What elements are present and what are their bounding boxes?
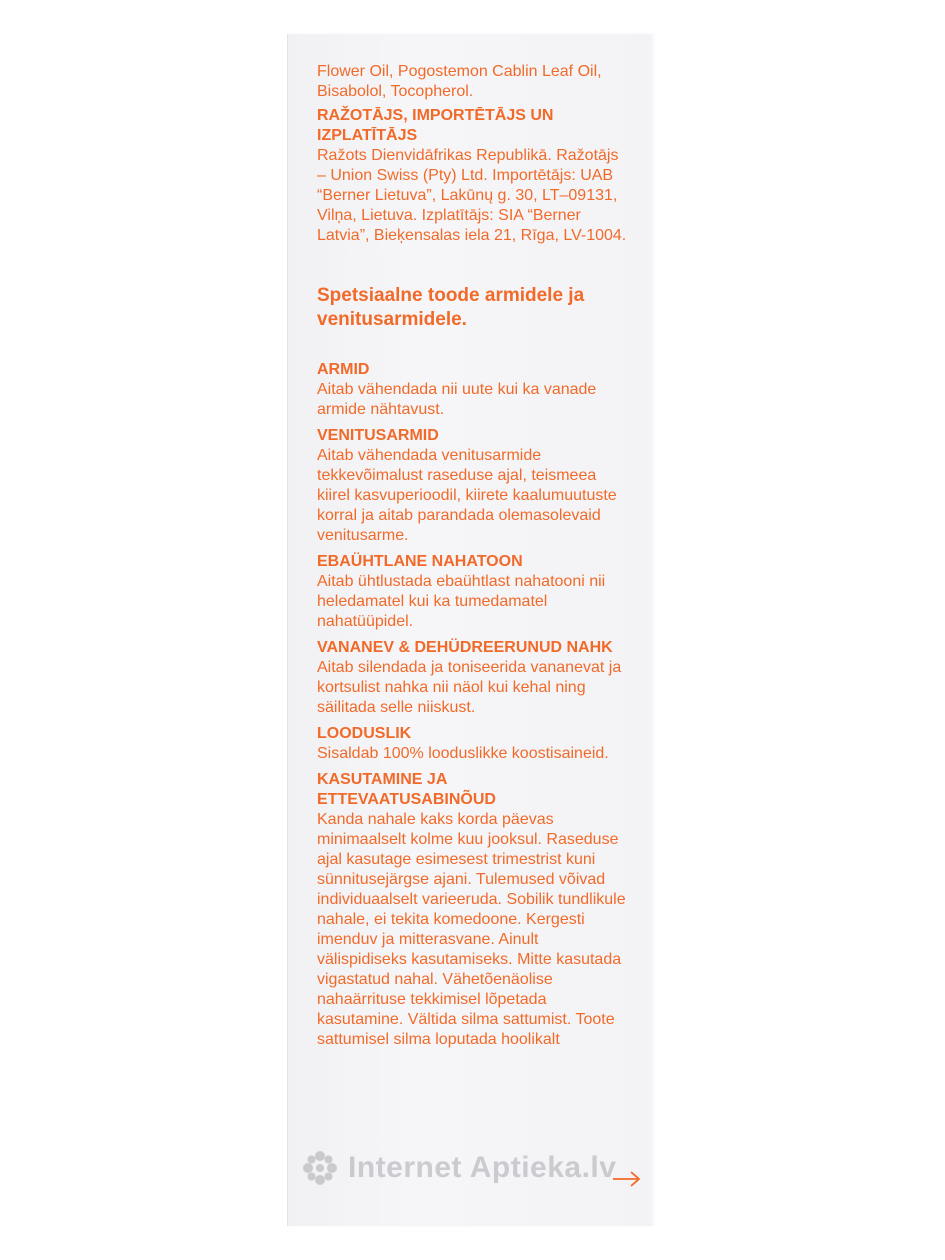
manufacturer-text: Ražots Dienvidāfrikas Republikā. Ražotājs – Union Swiss (Pty) Ltd. Importētājs: UAB “Berner Lietuva”, Lakūnų g. 30, LT–09131, Vilņa, Lietuva. Izplatītājs: SIA “Berner Latvia”, Bieķensalas iela 21, Rīga, LV-1004. <box>317 147 627 244</box>
section-natural <box>317 724 627 764</box>
manufacturer-block <box>317 106 627 246</box>
section-heading: VENITUSARMID <box>317 427 439 444</box>
arrow-right-icon <box>611 1168 643 1190</box>
watermark <box>300 1148 660 1188</box>
section-scars <box>317 360 627 420</box>
section-heading: ARMID <box>317 361 370 378</box>
section-uneven-tone <box>317 552 627 632</box>
section-heading: LOODUSLIK <box>317 725 412 742</box>
section-text: Kanda nahale kaks korda päevas minimaalselt kolme kuu jooksul. Raseduse ajal kasutage esimesest trimestrist kuni sünnitusejärgse ajani. Tulemused võivad individuaalselt varieeruda. Sobilik tundlikule nahale, ei tekita komedoone. Kergesti imenduv ja mitterasvane. Ainult välispidiseks kasutamiseks. Mitte kasutada vigastatud nahal. Vähetõenäolise nahaärrituse tekkimisel lõpetada kasutamine. Vältida silma sattumist. Toote sattumisel silma loputada hoolikalt <box>317 811 626 1048</box>
section-ageing-skin <box>317 638 627 718</box>
section-text: Aitab silendada ja toniseerida vananevat ja kortsulist nahka nii näol kui kehal ning säilitada selle niiskust. <box>317 659 622 716</box>
manufacturer-heading: RAŽOTĀJS, IMPORTĒTĀJS UN IZPLATĪTĀJS <box>317 107 554 144</box>
watermark-text: Internet Aptieka.lv <box>348 1151 617 1184</box>
pharmacy-cross-icon <box>300 1148 340 1188</box>
label-text-column <box>317 62 627 1056</box>
section-usage <box>317 770 627 1050</box>
section-text: Aitab vähendada nii uute kui ka vanade armide nähtavust. <box>317 381 597 418</box>
section-heading: KASUTAMINE JA ETTEVAATUSABINÕUD <box>317 771 496 808</box>
section-text: Sisaldab 100% looduslikke koostisaineid. <box>317 745 609 762</box>
ingredients-tail: Flower Oil, Pogostemon Cablin Leaf Oil, Bisabolol, Tocopherol. <box>317 63 602 100</box>
product-lead: Spetsiaalne toode armidele ja venitusarmidele. <box>317 285 585 330</box>
section-text: Aitab ühtlustada ebaühtlast nahatooni nii heledamatel kui ka tumedamatel nahatüüpidel. <box>317 573 606 630</box>
section-heading: EBAÜHTLANE NAHATOON <box>317 553 523 570</box>
section-heading: VANANEV & DEHÜDREERUNUD NAHK <box>317 639 613 656</box>
section-text: Aitab vähendada venitusarmide tekkevõimalust raseduse ajal, teismeea kiirel kasvuperioodil, kiirete kaalumuutuste korral ja aitab parandada olemasolevaid venitusarme. <box>317 447 617 544</box>
section-stretch-marks <box>317 426 627 546</box>
